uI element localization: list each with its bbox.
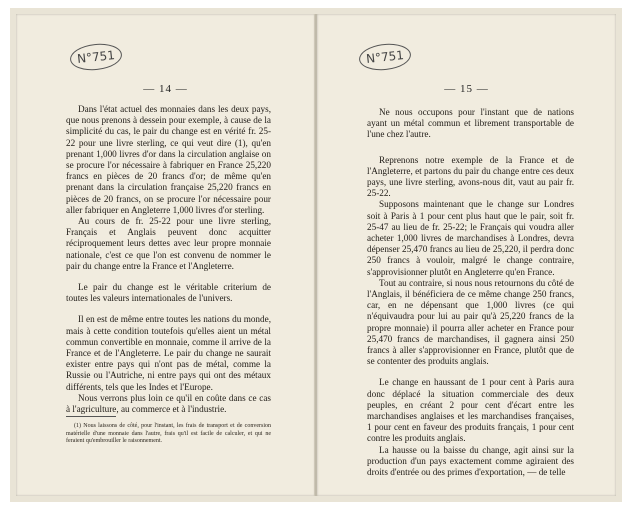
paragraph: La hausse ou la baisse du change, agit ainsi sur la production d'un pays exactement comme agiraient des droits d'entrée ou des primes d'exportation, — de telle — [367, 444, 574, 478]
page-body — [66, 104, 271, 415]
paragraph: Nous verrons plus loin ce qu'il en coûte dans ce cas à l'agriculture, au commerce et à l'industrie. — [66, 392, 271, 415]
paragraph: Le change en haussant de 1 pour cent à Paris aura donc déplacé la situation commerciale des deux peuples, en créant 2 pour cent d'écart entre les marchandises anglaises et les marchandises françaises, 1 pour cent en faveur des produits français, 1 pour cent contre les produits anglais. — [367, 377, 574, 444]
paragraph: Reprenons notre exemple de la France et de l'Angleterre, et partons du pair du change entre ces deux pays, une livre sterling, avons-nous dit, vaut au pair fr. 25-22. — [367, 154, 574, 199]
paragraph: Au cours de fr. 25-22 pour une livre sterling, Français et Anglais peuvent donc acquitter réciproquement leurs dettes avec leur propre monnaie nationale, c'est ce que l'on est convenu de nommer le pair du change entre la France et l'Angleterre. — [66, 216, 271, 271]
paragraph: Il en est de même entre toutes les nations du monde, mais à cette condition toutefois qu'elles aient un métal commun convertible en monnaie, comme il arrive de la France et de l'Angleterre. Le pair du change ne saurait exister entre pays qui n'ont pas de métal, comme la Russie ou l'Autriche, ni entre pays qui ont des métaux différents, tels que les Indes et l'Europe. — [66, 314, 271, 392]
page-number: — 14 — — [143, 83, 188, 95]
right-page — [317, 14, 616, 496]
inventory-stamp: N°751 — [69, 41, 123, 72]
paragraph: Ne nous occupons pour l'instant que de nations ayant un métal commun et librement transportable de l'une chez l'autre. — [367, 107, 574, 140]
paragraph: Le pair du change est le véritable criterium de toutes les valeurs internationales de l'univers. — [66, 282, 271, 304]
left-page — [16, 14, 315, 496]
page-body — [367, 107, 574, 478]
footnote-text: (1) Nous laissons de côté, pour l'instant, les frais de transport et de conversion matérielle d'une monnaie dans l'autre, frais qu'il est facile de calculer, et qui ne feraient qu'embrouiller le raisonnement. — [66, 423, 271, 444]
paragraph: Supposons maintenant que le change sur Londres soit à Paris à 1 pour cent plus haut que le pair, soit fr. 25-47 au lieu de fr. 25-22; le Français qui voudra aller acheter 1,000 livres de marchandises à Londres, devra dépenser 25,470 francs au lieu de 25,220, il perdra donc 250 francs à vouloir, malgré le change contraire, s'approvisionner plutôt en Angleterre qu'en France. — [367, 199, 574, 277]
inventory-stamp: N°751 — [358, 41, 412, 72]
paragraph: Dans l'état actuel des monnaies dans les deux pays, que nous prenons à dessein pour exemple, à cause de la simplicité du cas, le pair du change est en vérité fr. 25-22 pour une livre sterling, ce qui veut dire (1), qu'en prenant 1,000 livres d'or dans la circulation anglaise on se procure l'or nécessaire à fabriquer en France 25,220 francs en pièces de 20 francs d'or; de même qu'en prenant dans la circulation française 25,220 francs en pièces de 20 francs, on se procure l'or nécessaire pour aller fabriquer en Angleterre 1,000 livres d'or sterling. — [66, 104, 271, 215]
page-number: — 15 — — [444, 83, 489, 95]
footnote — [66, 416, 271, 446]
footnote-rule — [66, 416, 116, 417]
open-book — [10, 8, 622, 502]
paragraph: Tout au contraire, si nous nous retournons du côté de l'Anglais, il bénéficiera de ce même change 250 francs, car, en ne dépensant que 1,000 livres (ce qui n'équivaudra pour lui au pair qu'à 25,220 francs de la propre monnaie) il pourra aller acheter en France pour 25,470 francs de marchandises, il gagnera ainsi 250 francs à aller s'approvisionner en France, plutôt que de se contenter des produits anglais. — [367, 277, 574, 367]
